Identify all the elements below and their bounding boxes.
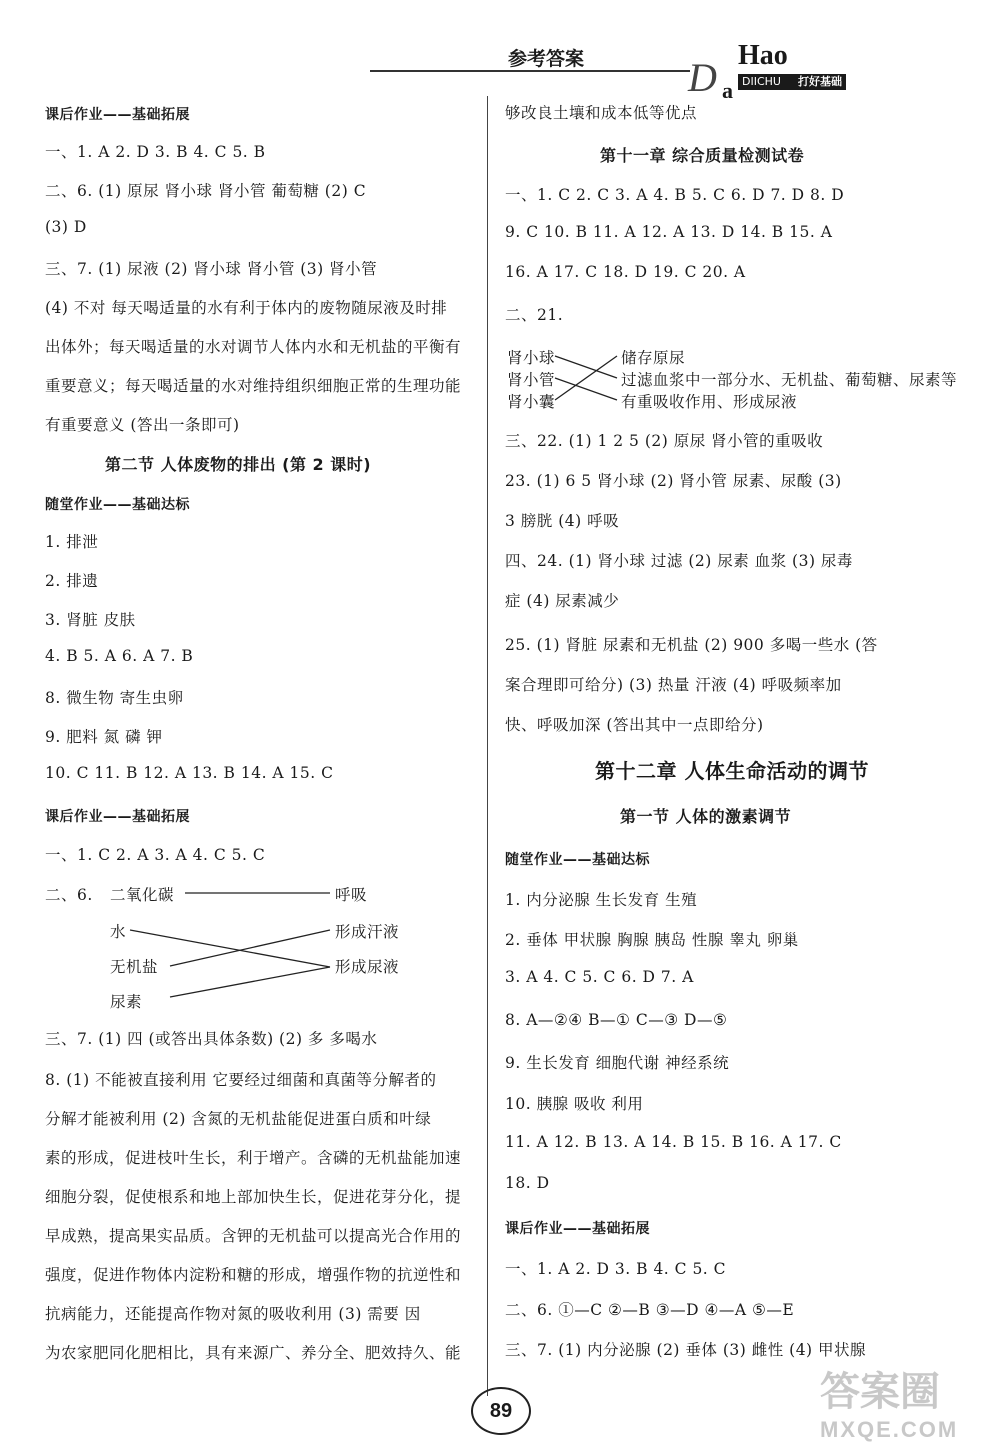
match-line xyxy=(555,356,617,400)
answer-line: 快、呼吸加深 (答出其中一点即给分) xyxy=(505,716,764,734)
answer-line: 二、6. (1) 原尿 肾小球 肾小管 葡萄糖 (2) C xyxy=(45,182,367,200)
answer-line: 4. B 5. A 6. A 7. B xyxy=(45,647,194,665)
match-left-item: 尿素 xyxy=(110,993,143,1011)
answer-line: 25. (1) 肾脏 尿素和无机盐 (2) 900 多喝一些水 (答 xyxy=(505,636,878,654)
answer-line: 8. A—②④ B—① C—③ D—⑤ xyxy=(505,1011,728,1029)
answer-line: 一、1. A 2. D 3. B 4. C 5. B xyxy=(45,143,266,161)
subheading: 课后作业——基础拓展 xyxy=(45,107,190,123)
match-left-item: 肾小管 xyxy=(507,371,556,389)
answer-line: 四、24. (1) 肾小球 过滤 (2) 尿素 血浆 (3) 尿毒 xyxy=(505,552,853,570)
match-line xyxy=(555,356,617,378)
answer-line: 3 膀胱 (4) 呼吸 xyxy=(505,512,620,530)
answer-line: 16. A 17. C 18. D 19. C 20. A xyxy=(505,263,746,281)
answer-line: 够改良土壤和成本低等优点 xyxy=(505,104,698,122)
answer-line: 23. (1) 6 5 肾小球 (2) 肾小管 尿素、尿酸 (3) xyxy=(505,472,842,490)
answer-line: 一、1. C 2. C 3. A 4. B 5. C 6. D 7. D 8. D xyxy=(505,186,845,204)
answer-line: 出体外；每天喝适量的水对调节人体内水和无机盐的平衡有 xyxy=(45,338,462,356)
match-line xyxy=(130,930,330,967)
answer-line: 11. A 12. B 13. A 14. B 15. B 16. A 17. C xyxy=(505,1133,842,1151)
answer-line: 3. 肾脏 皮肤 xyxy=(45,611,136,629)
match-line xyxy=(170,930,330,966)
match-left-item: 肾小球 xyxy=(507,349,556,367)
page-number: 89 xyxy=(471,1387,531,1435)
logo-d: D xyxy=(688,55,717,100)
match-right-item: 呼吸 xyxy=(335,886,368,904)
answer-line: 抗病能力，还能提高作物对氮的吸收利用 (3) 需要 因 xyxy=(45,1305,421,1323)
watermark-line2: MXQE.COM xyxy=(820,1417,959,1442)
subheading: 随堂作业——基础达标 xyxy=(45,497,190,513)
match-prefix: 二、6. xyxy=(45,886,93,904)
match-left-item: 水 xyxy=(110,923,127,941)
answer-line: 9. C 10. B 11. A 12. A 13. D 14. B 15. A xyxy=(505,223,833,241)
answer-line: 一、1. A 2. D 3. B 4. C 5. C xyxy=(505,1260,727,1278)
answer-line: 9. 肥料 氮 磷 钾 xyxy=(45,728,163,746)
match-right-item: 过滤血浆中一部分水、无机盐、葡萄糖、尿素等 xyxy=(621,371,958,389)
answer-line: 一、1. C 2. A 3. A 4. C 5. C xyxy=(45,846,266,864)
answer-line: (4) 不对 每天喝适量的水有利于体内的废物随尿液及时排 xyxy=(45,299,448,317)
match-right-item: 形成汗液 xyxy=(335,923,400,941)
match-left-item: 无机盐 xyxy=(110,958,159,976)
logo-band-left: DIICHU xyxy=(742,75,781,88)
answer-line: (3) D xyxy=(45,218,87,236)
answer-line: 9. 生长发育 细胞代谢 神经系统 xyxy=(505,1054,730,1072)
column-divider xyxy=(487,96,488,1396)
answer-line: 三、22. (1) 1 2 5 (2) 原尿 肾小管的重吸收 xyxy=(505,432,824,450)
answer-line: 症 (4) 尿素减少 xyxy=(505,592,620,610)
answer-line: 8. (1) 不能被直接利用 它要经过细菌和真菌等分解者的 xyxy=(45,1071,437,1089)
section-title: 第二节 人体废物的排出 (第 2 课时) xyxy=(105,455,372,474)
watermark xyxy=(820,1360,990,1450)
answer-line: 18. D xyxy=(505,1174,550,1192)
match-right-item: 储存原尿 xyxy=(621,349,686,367)
match-right-item: 有重吸收作用、形成尿液 xyxy=(621,393,798,411)
subheading: 课后作业——基础拓展 xyxy=(505,1221,650,1237)
answer-line: 1. 内分泌腺 生长发育 生殖 xyxy=(505,891,698,909)
answer-line: 二、6. ①—C ②—B ③—D ④—A ⑤—E xyxy=(505,1301,795,1319)
answer-line: 2. 排遗 xyxy=(45,572,99,590)
chapter-section-title: 第十一章 综合质量检测试卷 xyxy=(600,146,805,165)
match-left-item: 二氧化碳 xyxy=(110,886,175,904)
chapter-title: 第十二章 人体生命活动的调节 xyxy=(595,759,869,783)
subheading: 课后作业——基础拓展 xyxy=(45,809,190,825)
answer-line: 为农家肥同化肥相比，具有来源广、养分全、肥效持久、能 xyxy=(45,1344,462,1362)
answer-line: 1. 排泄 xyxy=(45,533,99,551)
section-title: 第一节 人体的激素调节 xyxy=(620,807,792,826)
answer-line: 二、21. xyxy=(505,306,564,324)
answer-line: 10. C 11. B 12. A 13. B 14. A 15. C xyxy=(45,764,334,782)
subheading: 随堂作业——基础达标 xyxy=(505,852,650,868)
logo-band-right: 打好基础 xyxy=(798,75,842,88)
answer-line: 案合理即可给分) (3) 热量 汗液 (4) 呼吸频率加 xyxy=(505,676,842,694)
match-line xyxy=(555,378,617,400)
logo-a: a xyxy=(722,78,733,103)
answer-line: 素的形成，促进枝叶生长，利于增产。含磷的无机盐能加速 xyxy=(45,1149,462,1167)
answer-line: 3. A 4. C 5. C 6. D 7. A xyxy=(505,968,694,986)
match-line xyxy=(170,967,330,997)
answer-line: 三、7. (1) 内分泌腺 (2) 垂体 (3) 雌性 (4) 甲状腺 xyxy=(505,1341,867,1359)
match-left-item: 肾小囊 xyxy=(507,393,556,411)
match-right-item: 形成尿液 xyxy=(335,958,400,976)
answer-line: 三、7. (1) 四 (或答出具体条数) (2) 多 多喝水 xyxy=(45,1030,378,1048)
answer-line: 分解才能被利用 (2) 含氮的无机盐能促进蛋白质和叶绿 xyxy=(45,1110,432,1128)
answer-line: 细胞分裂，促使根系和地上部加快生长，促进花芽分化，提 xyxy=(45,1188,462,1206)
answer-line: 强度，促进作物体内淀粉和糖的形成，增强作物的抗逆性和 xyxy=(45,1266,462,1284)
header-title: 参考答案 xyxy=(508,48,585,70)
answer-line: 8. 微生物 寄生虫卵 xyxy=(45,689,184,707)
answer-line: 三、7. (1) 尿液 (2) 肾小球 肾小管 (3) 肾小管 xyxy=(45,260,378,278)
answer-line: 早成熟，提高果实品质。含钾的无机盐可以提高光合作用的 xyxy=(45,1227,462,1245)
answer-line: 有重要意义 (答出一条即可) xyxy=(45,416,240,434)
logo-hao: Hao xyxy=(738,40,788,71)
watermark-line1: 答案圈 xyxy=(820,1369,940,1415)
answer-line: 10. 胰腺 吸收 利用 xyxy=(505,1095,644,1113)
answer-line: 2. 垂体 甲状腺 胸腺 胰岛 性腺 睾丸 卵巢 xyxy=(505,931,799,949)
answer-line: 重要意义；每天喝适量的水对维持组织细胞正常的生理功能 xyxy=(45,377,462,395)
